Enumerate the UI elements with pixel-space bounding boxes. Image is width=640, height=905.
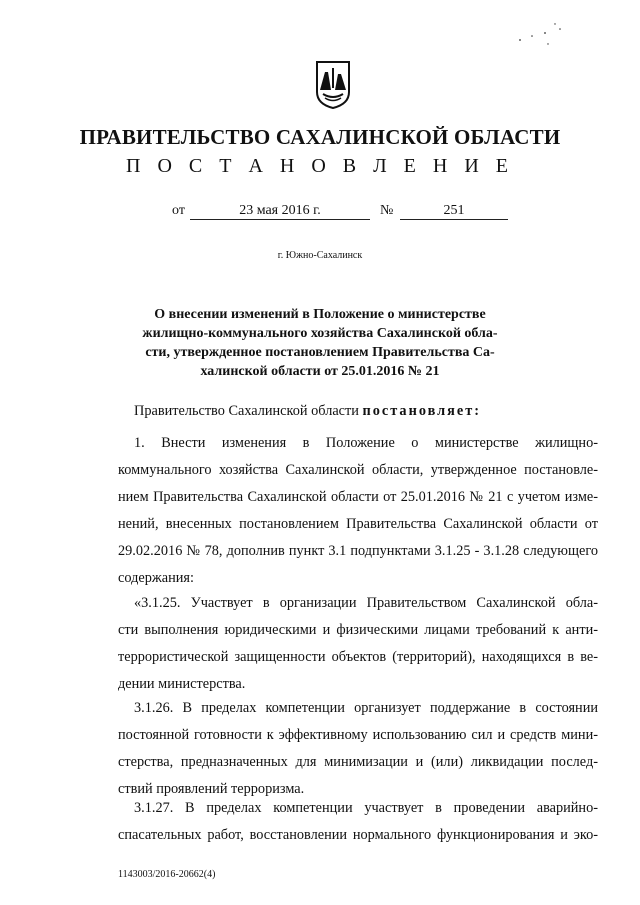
paragraph-line: ствий проявлений терроризма. [118,781,305,797]
government-title: ПРАВИТЕЛЬСТВО САХАЛИНСКОЙ ОБЛАСТИ [79,125,561,149]
paragraph-line: спасательных работ, восстановлении нормального функционирования и эко- [118,827,598,843]
document-date: 23 мая 2016 г. [190,203,370,220]
paragraph-line: дении министерства. [118,676,246,692]
paragraph-line: нием Правительства Сахалинской области от 25.01.2016 № 21 с учетом изме- [118,489,598,505]
paragraph-line: стерства, предназначенных для минимизации и (или) ликвидации послед- [118,754,598,770]
paragraph-line: 3.1.27. В пределах компетенции участвует в проведении аварийно- [134,800,598,816]
paragraph-line: сти выполнения юридическими и физическими лицами требований к анти- [118,622,598,638]
decree-word: постановляет: [362,403,482,419]
paragraph-line: террористической защищенности объектов (территорий), находящихся в ве- [118,649,598,665]
paragraph-line: 1. Внести изменения в Положение о министерстве жилищно- [134,435,598,451]
paragraph-line: постоянной готовности к эффективному использованию сил и средств мини- [118,727,598,743]
date-label: от [172,203,185,218]
subject-line: халинской области от 25.01.2016 № 21 [200,364,440,379]
paragraph-line: содержания: [118,570,194,586]
document-type: П О С Т А Н О В Л Е Н И Е [126,155,514,177]
preamble-text: Правительство Сахалинской области [134,403,363,419]
document-code: 1143003/2016-20662(4) [118,869,216,880]
paragraph-line: 29.02.2016 № 78, дополнив пункт 3.1 подпунктами 3.1.25 - 3.1.28 следующего [118,543,598,559]
subject-line: жилищно-коммунального хозяйства Сахалинской обла- [142,326,498,341]
subject-line: О внесении изменений в Положение о министерстве [154,307,486,322]
paragraph-line: нений, внесенных постановлением Правительства Сахалинской области от [118,516,598,532]
paragraph-line: «3.1.25. Участвует в организации Правительством Сахалинской обла- [134,595,598,611]
city: г. Южно-Сахалинск [277,250,363,261]
paragraph-line: коммунального хозяйства Сахалинской области, утвержденное постановле- [118,462,598,478]
paragraph-line: 3.1.26. В пределах компетенции организует поддержание в состоянии [134,700,598,716]
subject-line: сти, утвержденное постановлением Правительства Са- [145,345,495,360]
document-number: 251 [400,203,508,220]
number-label: № [380,203,394,218]
